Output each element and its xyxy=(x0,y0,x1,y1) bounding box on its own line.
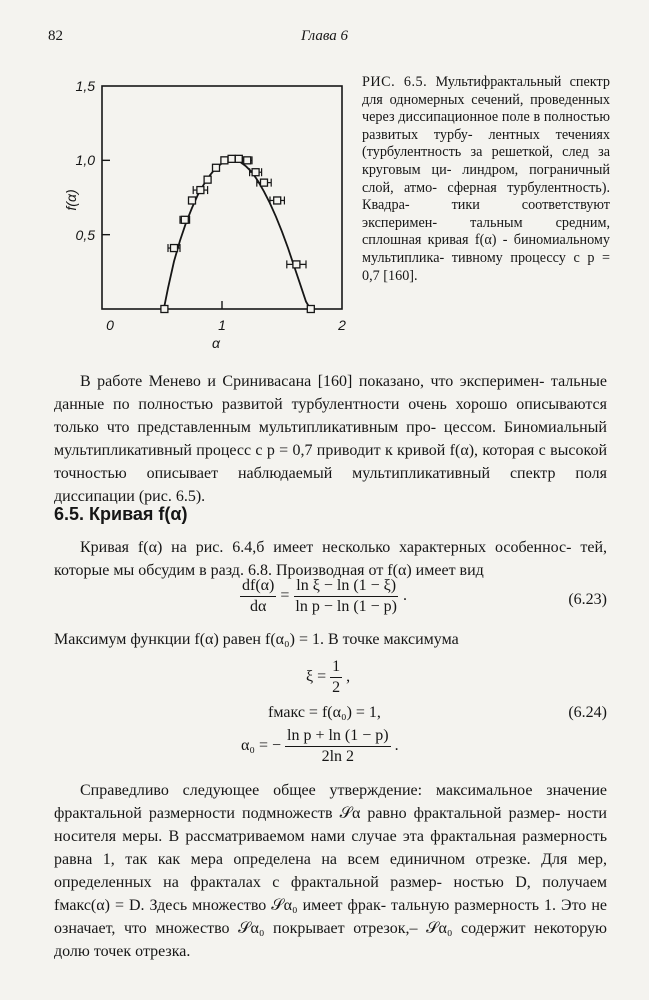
paragraph-curve-features xyxy=(54,536,607,582)
data-point-square xyxy=(228,155,235,162)
data-point-square xyxy=(244,157,251,164)
fraction-denominator: dα xyxy=(249,598,267,615)
text-line: Кривая f(α) на рис. 6.4,б имеет несколько характерных особеннос- xyxy=(80,539,572,556)
equation-number-6-24: (6.24) xyxy=(568,704,607,721)
caption-label: РИС. 6.5. xyxy=(362,74,428,90)
data-point-square xyxy=(307,306,314,313)
text-line: к кривой f(α), которая с высокой точностью описывает наблюдаемый xyxy=(54,442,608,482)
data-point-square xyxy=(252,169,259,176)
multifractal-spectrum-plot xyxy=(62,72,362,354)
text-line: мультипликативный спектр поля диссипации (рис. 6.5). xyxy=(54,465,608,505)
data-point-square xyxy=(274,197,281,204)
data-point-square xyxy=(221,157,228,164)
paragraph-meneveau-srinivasan xyxy=(54,370,607,508)
caption-line: тивному процессу с p = 0,7 [160]. xyxy=(362,249,610,284)
caption-line: лентных течениях (турбулентность xyxy=(362,126,611,161)
section-heading: 6.5. Кривая f(α) xyxy=(54,504,188,524)
equals-sign: = xyxy=(280,587,290,605)
fraction-numerator: ln p + ln (1 − p) xyxy=(285,727,391,747)
caption-line: f(α) - биномиальному мультиплика- xyxy=(362,232,611,266)
y-axis-label: f(α) xyxy=(63,189,79,211)
fraction-numerator: 1 xyxy=(330,658,342,678)
equation-lhs: α₀ = − xyxy=(241,737,282,755)
text-line: размерность равна 1, так как мера определена на всем единичном xyxy=(54,828,608,868)
y-tick-label-1-5: 1,5 xyxy=(75,78,95,94)
data-point-square xyxy=(197,187,204,194)
equation-6-23 xyxy=(240,577,407,616)
caption-line: проведенных через диссипационное xyxy=(362,91,610,126)
text-line: тей, которые мы обсудим в разд. 6.8. Производная от f(α) имеет вид xyxy=(54,539,608,579)
text-line: тальные данные по полностью развитой турбулентности очень хорошо xyxy=(54,373,607,413)
data-point-square xyxy=(261,179,268,186)
text-line: ностью D, получаем fмакс(α) = D. Здесь множество 𝒮α₀ имеет фрак- xyxy=(54,874,607,914)
text-line: ности носителя меры. В рассматриваемом нами случае эта фрактальная xyxy=(54,805,607,845)
fraction-derivative xyxy=(240,577,276,616)
paragraph-general-statement xyxy=(54,779,607,963)
data-point-square xyxy=(181,216,188,223)
text-line: тальную размерность 1. Это не означает, что множество 𝒮α₀ покрывает xyxy=(54,897,607,937)
equation-number-6-23: (6.23) xyxy=(568,591,607,608)
fraction-one-half xyxy=(330,658,342,697)
data-point-square xyxy=(213,164,220,171)
text-line: описываются только что представленным мультипликативным про- xyxy=(54,396,608,436)
fraction-alpha0 xyxy=(285,727,391,766)
caption-line: поле в полностью развитых турбу- xyxy=(362,109,611,143)
caption-line: Мультифрактальный xyxy=(435,74,562,90)
x-tick-label-1: 1 xyxy=(218,317,226,333)
equation-punctuation: . xyxy=(394,737,399,755)
equation-lhs: ξ = xyxy=(306,668,327,686)
figure-caption xyxy=(362,74,610,285)
text-line: отрезок,– 𝒮α₀ содержит некоторую долю точек отрезка. xyxy=(54,920,607,960)
data-point-square xyxy=(204,176,211,183)
fraction-numerator: df(α) xyxy=(240,577,276,597)
binomial-curve xyxy=(164,160,311,309)
text-line: Справедливо следующее общее утверждение: максимальное значение xyxy=(80,782,607,799)
caption-line: сферная турбулентность). Квадра- xyxy=(362,179,611,214)
caption-line: за решеткой, след за круговым ци- xyxy=(362,144,611,178)
data-point-square xyxy=(161,306,168,313)
plot-frame xyxy=(102,86,342,309)
caption-line: линдром, пограничный слой, атмо- xyxy=(362,161,611,196)
fraction-log-ratio xyxy=(293,577,399,616)
fraction-denominator: ln p − ln (1 − p) xyxy=(295,598,397,615)
text-line: цессом. Биномиальный мультипликативный процесс с p = 0,7 приводит xyxy=(54,419,607,459)
equation-punctuation: , xyxy=(346,668,351,686)
y-tick-label-0-5: 0,5 xyxy=(75,227,95,243)
text-line: фрактальной размерности подмножеств 𝒮α равно фрактальной размер- xyxy=(54,805,561,822)
paragraph-maximum: Максимум функции f(α) равен f(α₀) = 1. В точке максимума xyxy=(54,631,459,648)
page-number: 82 xyxy=(48,28,63,44)
fraction-denominator: 2 xyxy=(332,679,341,696)
text-line: В работе Менево и Сринивасана [160] показано, что эксперимен- xyxy=(80,373,545,390)
x-tick-label-0: 0 xyxy=(106,317,114,333)
caption-line: тальным средним, сплошная кривая xyxy=(362,214,610,249)
data-point-square xyxy=(293,261,300,268)
caption-line: спектр для одномерных сечений, xyxy=(362,74,610,108)
equation-fmax: fмакс = f(α₀) = 1, xyxy=(268,704,381,721)
x-axis-label: α xyxy=(212,335,220,351)
x-tick-label-2: 2 xyxy=(338,317,346,333)
running-head xyxy=(48,28,601,50)
equation-xi xyxy=(306,658,350,697)
data-point-square xyxy=(189,197,196,204)
data-point-square xyxy=(235,155,242,162)
text-line: отрезке. Для мер, определенных на фракталах с фрактальной размер- xyxy=(54,851,608,891)
fraction-numerator: ln ξ − ln (1 − ξ) xyxy=(294,577,398,597)
fraction-denominator: 2ln 2 xyxy=(321,748,355,765)
y-tick-label-1-0: 1,0 xyxy=(75,152,95,168)
data-point-square xyxy=(171,245,178,252)
equation-punctuation: . xyxy=(403,587,407,605)
equation-alpha0 xyxy=(241,727,399,766)
caption-line: тики соответствуют эксперимен- xyxy=(362,197,610,231)
chapter-title: Глава 6 xyxy=(300,28,349,44)
